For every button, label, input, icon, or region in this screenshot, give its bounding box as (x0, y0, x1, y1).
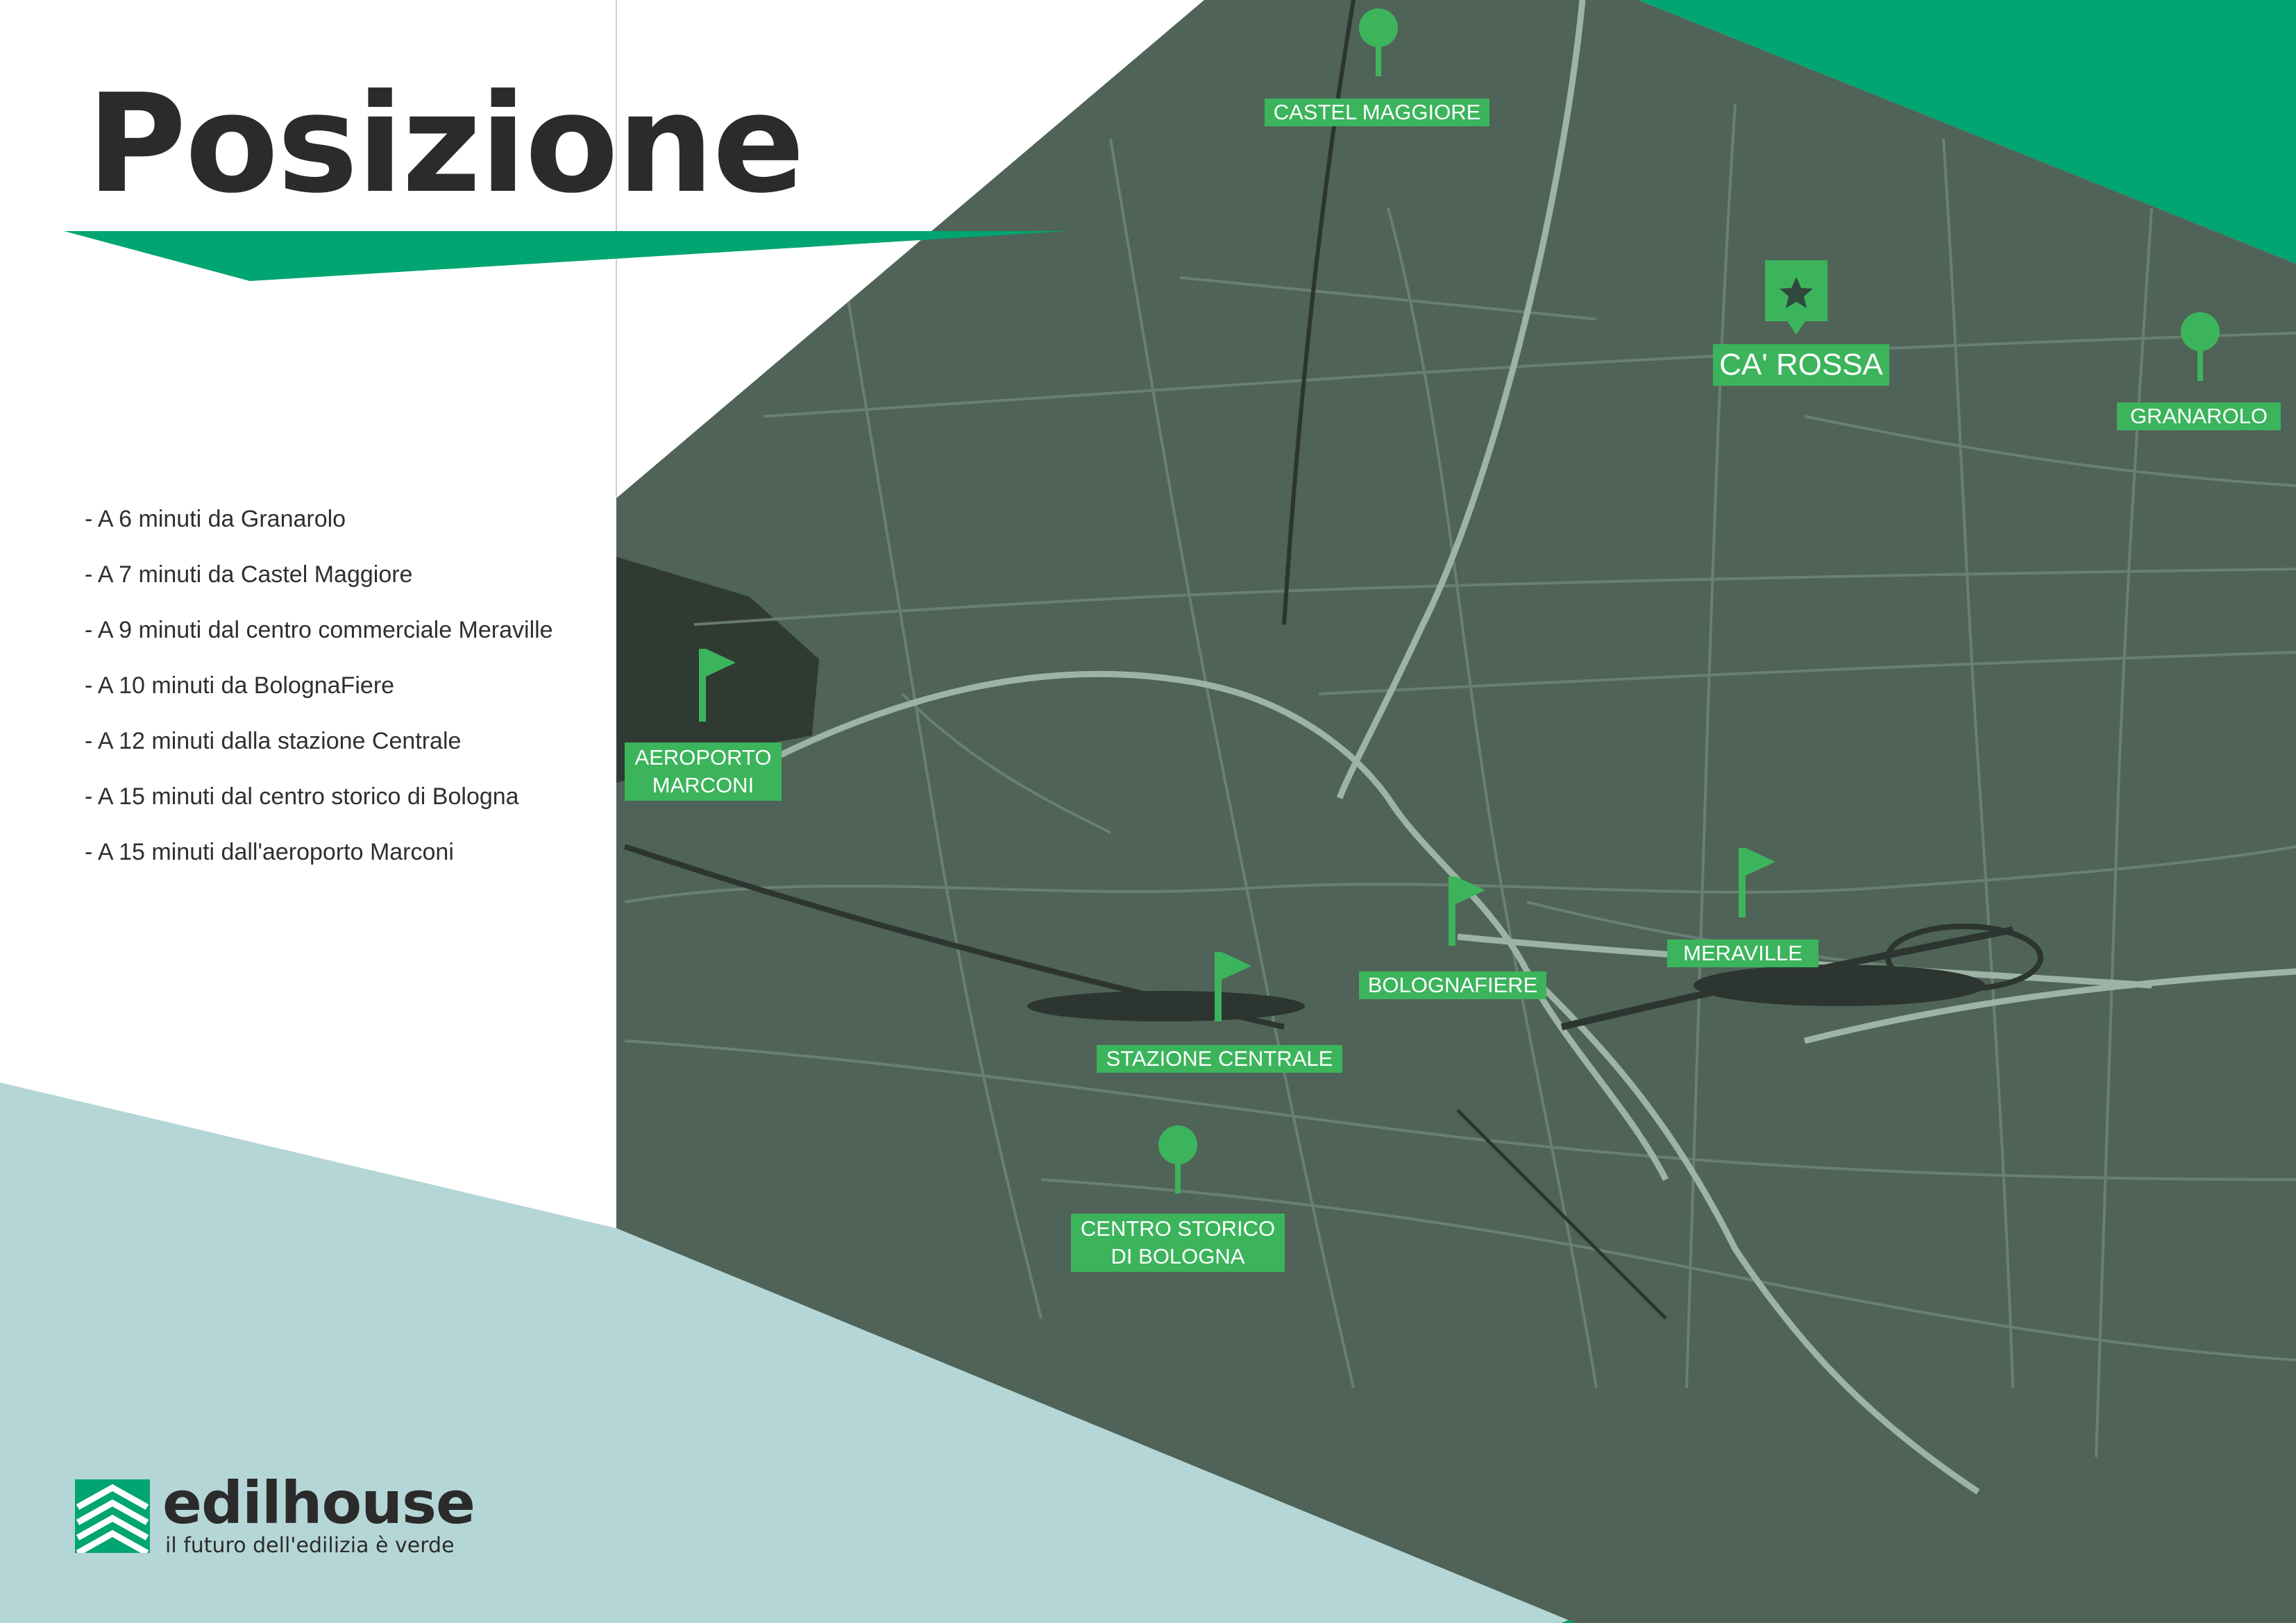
page-title: Posizione (87, 65, 804, 223)
rail-yard-central (1027, 991, 1305, 1021)
brand-tagline: il futuro dell'edilizia è verde (165, 1533, 455, 1558)
label-castel-maggiore: CASTEL MAGGIORE (1265, 99, 1489, 126)
label-line: MARCONI (652, 773, 754, 797)
list-item: - A 15 minuti dal centro storico di Bologna (85, 783, 519, 810)
label-granarolo: GRANAROLO (2117, 402, 2281, 430)
list-item: - A 9 minuti dal centro commerciale Meraville (85, 617, 553, 643)
label-centro-storico (1071, 1214, 1285, 1272)
label-bolognafiere: BOLOGNAFIERE (1359, 971, 1546, 999)
distance-list (85, 505, 553, 894)
label-line: DI BOLOGNA (1111, 1244, 1245, 1268)
list-item: - A 15 minuti dall'aeroporto Marconi (85, 839, 454, 865)
house-stripes-icon (75, 1479, 150, 1553)
list-item: - A 12 minuti dalla stazione Centrale (85, 728, 462, 754)
list-item: - A 10 minuti da BolognaFiere (85, 672, 395, 699)
label-ca-rossa: CA' ROSSA (1713, 344, 1889, 386)
label-meraville: MERAVILLE (1667, 940, 1818, 967)
label-line: AEROPORTO (634, 745, 772, 770)
list-item: - A 7 minuti da Castel Maggiore (85, 561, 413, 588)
label-line: CENTRO STORICO (1080, 1216, 1276, 1241)
label-aeroporto-marconi (625, 742, 782, 801)
list-item: - A 6 minuti da Granarolo (85, 506, 346, 532)
label-stazione-centrale: STAZIONE CENTRALE (1097, 1045, 1342, 1073)
brand-name: edilhouse (162, 1469, 475, 1537)
